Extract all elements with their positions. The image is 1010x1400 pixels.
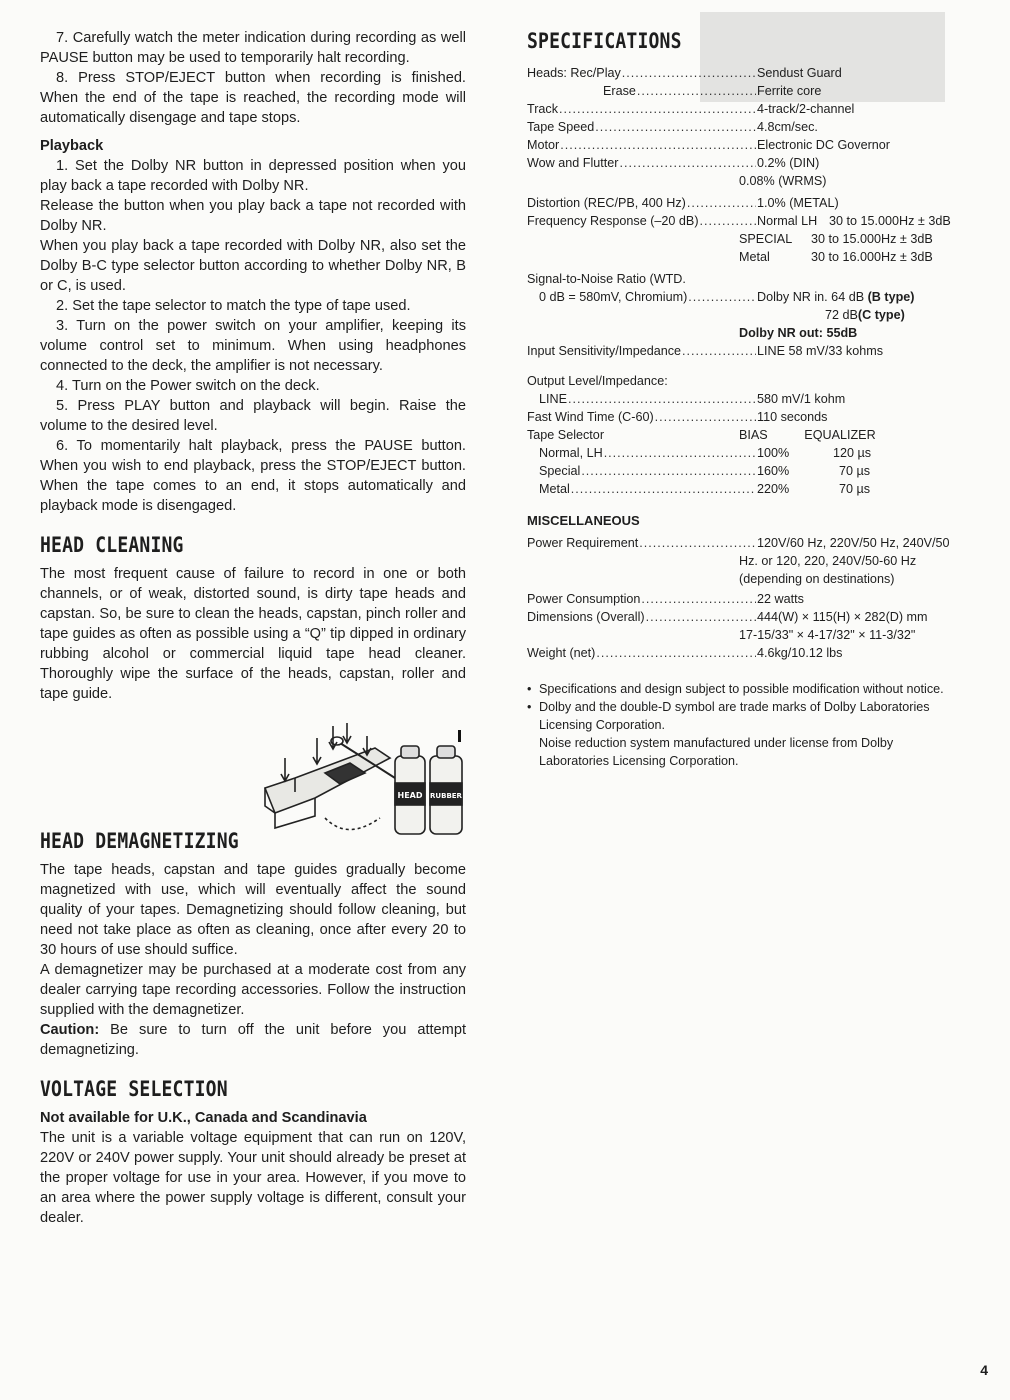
spec-power-consumption: Power Consumption ..... 22 watts [527,590,957,608]
head-cleaning-illustration [255,718,470,843]
spec-power-requirement-2: Hz. or 120, 220, 240V/50-60 Hz [739,554,917,568]
spec-track: Track ..... 4-track/2-channel [527,100,957,118]
caution-note [40,1020,466,1060]
miscellaneous-title: MISCELLANEOUS [527,513,640,528]
spec-weight: Weight (net) ..... 4.6kg/10.12 lbs [527,644,957,662]
spec-dimensions: Dimensions (Overall) ..... 444(W) × 115(H) × 282(D) mm [527,608,957,626]
page-number: 4 [980,1362,988,1378]
head-cleaning-text: The most frequent cause of failure to record in one or both channels, or of weak, distorted sound, is dirty tape heads and capstan. So, be sure to clean the heads, capstan, pinch roller and tape guides as often as possible using a “Q” tip dipped in ordinary rubbing alcohol or commercial liquid tape head cleaner. Thoroughly wipe the surface of the heads, capstan, roller and tape guide. [40,566,466,702]
voltage-selection-title: VOLTAGE SELECTION [40,1077,228,1101]
spec-motor: Motor ..... Electronic DC Governor [527,136,957,154]
spec-power-requirement-3: (depending on destinations) [739,572,895,586]
spec-tape-special: Special ..... 160% 70 µs [527,462,957,480]
playback-release-note: Release the button when you play back a tape not recorded with Dolby NR. [40,198,466,234]
spec-output-line: LINE ..... 580 mV/1 kohm [527,390,957,408]
playback-step-2: 2. Set the tape selector to match the type of tape used. [56,298,411,314]
spec-tape-normal: Normal, LH ..... 100% 120 µs [527,444,957,462]
playback-step-4: 4. Turn on the Power switch on the deck. [56,378,320,394]
spec-snr-nr-out: Dolby NR out: 55dB [739,326,858,340]
spec-output-label: Output Level/Impedance: [527,374,668,388]
head-demag-para-2: A demagnetizer may be purchased at a moderate cost from any dealer carrying tape recording accessories. Follow the instruction supplied with the demagnetizer. [40,962,466,1018]
caution-text: Be sure to turn off the unit before you attempt demagnetizing. [40,1022,466,1058]
voltage-availability-note: Not available for U.K., Canada and Scandinavia [40,1110,367,1126]
spec-power-requirement: Power Requirement ..... 120V/60 Hz, 220V/50 Hz, 240V/50 [527,534,957,552]
spec-distortion: Distortion (REC/PB, 400 Hz) ..... 1.0% (METAL) [527,194,957,212]
spec-frequency-special: SPECIAL 30 to 15.000Hz ± 3dB [739,232,933,246]
right-column [527,28,957,770]
spec-snr: 0 dB = 580mV, Chromium) ..... Dolby NR in. 64 dB (B type) [527,288,957,306]
bullet-icon: • [527,682,532,696]
spec-wow-flutter: Wow and Flutter ..... 0.2% (DIN) [527,154,957,172]
spec-wow-flutter-wrms: 0.08% (WRMS) [739,174,827,188]
head-demag-para-1: The tape heads, capstan and tape guides gradually become magnetized with use, which will eventually affect the sound quality of your tapes. Demagnetizing should follow cleaning, but need not take place as often as cleaning, once after every 20 to 30 hours of use should suffice. [40,862,466,958]
spec-snr-label: Signal-to-Noise Ratio (WTD. [527,272,686,286]
spec-snr-c-type: 72 dB(C type) [825,308,905,322]
spec-input: Input Sensitivity/Impedance ..... LINE 58 mV/33 kohms [527,342,957,360]
spec-dimensions-inches: 17-15/33" × 4-17/32" × 11-3/32" [739,628,916,642]
recording-step-7: 7. Carefully watch the meter indication during recording as well PAUSE button may be used to temporarily halt recording. [40,30,466,66]
spec-heads: Heads: Rec/Play ..... Sendust Guard [527,64,957,82]
spec-tape-metal: Metal ..... 220% 70 µs [527,480,957,498]
note-specifications: • Specifications and design subject to possible modification without notice. [527,682,944,696]
specifications-title: SPECIFICATIONS [527,29,682,53]
spec-frequency-metal: Metal 30 to 16.000Hz ± 3dB [739,250,933,264]
bottle-head-label: HEAD [397,791,423,800]
spec-erase: Erase ..... Ferrite core [527,82,957,100]
bullet-icon: • [527,700,532,714]
head-cleaning-title: HEAD CLEANING [40,533,184,557]
playback-step-6: 6. To momentarily halt playback, press the PAUSE button. When you wish to end playback, press the STOP/EJECT button. When the tape comes to an end, it stops automatically and playback mode is disengaged. [40,438,466,514]
head-demagnetizing-title: HEAD DEMAGNETIZING [40,829,239,853]
playback-dolby-type-note: When you play back a tape recorded with Dolby NR, also set the Dolby B-C type selector button according to whether Dolby NR, B or C, is used. [40,238,466,294]
voltage-text: The unit is a variable voltage equipment that can run on 120V, 220V or 240V power supply. Your unit should already be preset at the proper voltage for use in your area. However, if you move to an area where the power supply voltage is different, consult your dealer. [40,1130,466,1226]
spec-frequency-response: Frequency Response (–20 dB) ..... Normal LH 30 to 15.000Hz ± 3dB [527,212,957,230]
spec-tape-speed: Tape Speed ..... 4.8cm/sec. [527,118,957,136]
bottle-rubber-label: RUBBER [430,792,462,800]
caution-label: Caution: [40,1022,100,1038]
recording-step-8: 8. Press STOP/EJECT button when recording is finished. When the end of the tape is reached, the recording mode will automatically disengage and tape stops. [40,70,466,126]
note-noise-reduction-license: Noise reduction system manufactured under license from Dolby Laboratories Licensing Corporation. [539,736,894,768]
playback-heading: Playback [40,138,104,154]
spec-tape-selector-header: Tape Selector BIAS EQUALIZER [527,428,876,442]
playback-step-5: 5. Press PLAY button and playback will begin. Raise the volume to the desired level. [40,398,466,434]
spec-fast-wind: Fast Wind Time (C-60) ..... 110 seconds [527,408,957,426]
playback-step-3: 3. Turn on the power switch on your amplifier, keeping its volume control set to minimum. When using headphones connected to the deck, the amplifier is not necessary. [40,318,466,374]
note-dolby: • Dolby and the double-D symbol are trade marks of Dolby Laboratories Licensing Corporation. [527,700,930,732]
left-column [40,28,466,1228]
playback-step-1: 1. Set the Dolby NR button in depressed position when you play back a tape recorded with Dolby NR. [40,158,466,194]
